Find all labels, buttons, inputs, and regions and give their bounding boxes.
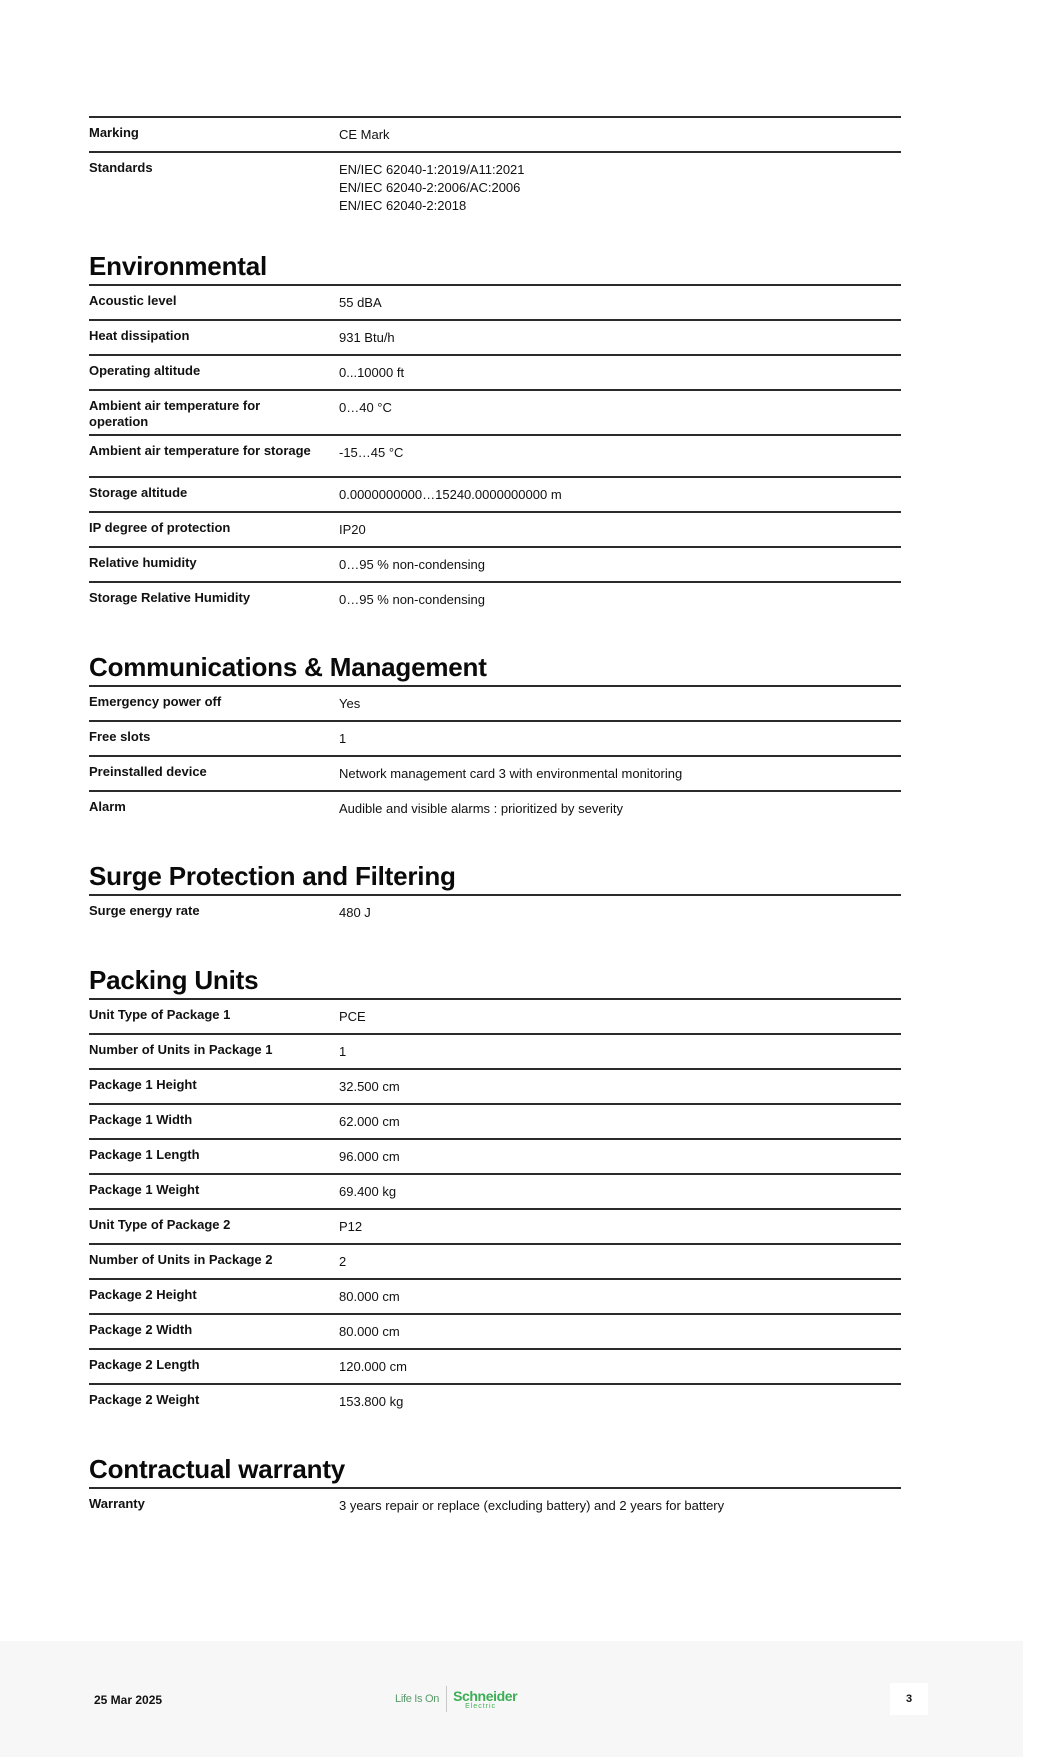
spec-label: Warranty (89, 1496, 145, 1511)
spec-label: Operating altitude (89, 363, 201, 378)
section-title: Contractual warranty (89, 1454, 346, 1484)
spec-value: 0...10000 ft (339, 365, 405, 380)
page-number: 3 (890, 1683, 928, 1715)
spec-row (89, 581, 901, 616)
section-title: Surge Protection and Filtering (89, 861, 456, 891)
spec-label: Package 1 Length (89, 1147, 200, 1162)
spec-value-line: CE Mark (339, 127, 390, 142)
section-surge-protection-and-filtering (89, 861, 901, 929)
spec-value-line: EN/IEC 62040-2:2018 (339, 198, 467, 213)
spec-label: Package 2 Length (89, 1357, 200, 1372)
spec-row (89, 894, 901, 929)
spec-row (89, 546, 901, 581)
spec-label: Relative humidity (89, 555, 197, 570)
spec-row (89, 1033, 901, 1068)
spec-value (339, 118, 901, 151)
top-spec-table (89, 116, 901, 215)
spec-row (89, 755, 901, 790)
spec-label: Surge energy rate (89, 903, 200, 918)
spec-value: 0…95 % non-condensing (339, 557, 485, 572)
spec-row (89, 1138, 901, 1173)
section-communications-management (89, 652, 901, 825)
spec-value (339, 153, 901, 215)
brand-sub: Electric (465, 1702, 497, 1710)
spec-value: 62.000 cm (339, 1114, 400, 1129)
spec-row (89, 685, 901, 720)
spec-row (89, 1383, 901, 1418)
spec-label: Unit Type of Package 2 (89, 1217, 231, 1232)
spec-label: Package 2 Weight (89, 1392, 200, 1407)
spec-row (89, 1208, 901, 1243)
spec-value: Audible and visible alarms : prioritized by severity (339, 801, 623, 816)
spec-row (89, 511, 901, 546)
life-is-on-tagline: Life Is On (395, 1693, 440, 1705)
spec-value: -15…45 °C (339, 445, 404, 460)
spec-value: IP20 (339, 522, 366, 537)
spec-value: PCE (339, 1009, 366, 1024)
section-title: Environmental (89, 251, 267, 281)
spec-label: Package 1 Width (89, 1112, 193, 1127)
spec-value: Yes (339, 696, 361, 711)
spec-label: Storage altitude (89, 485, 188, 500)
spec-label: Acoustic level (89, 293, 177, 308)
page-footer (0, 1641, 1023, 1757)
spec-value: 0.0000000000…15240.0000000000 m (339, 487, 562, 502)
spec-label: Ambient air temperature for storage (89, 443, 311, 458)
spec-row (89, 354, 901, 389)
spec-value: 80.000 cm (339, 1324, 400, 1339)
spec-row (89, 1173, 901, 1208)
spec-value: 1 (339, 1044, 347, 1059)
spec-label: Storage Relative Humidity (89, 590, 251, 605)
spec-row (89, 998, 901, 1033)
logo-divider (446, 1686, 447, 1712)
section-title: Packing Units (89, 965, 259, 995)
spec-value: 0…40 °C (339, 400, 392, 415)
section-packing-units (89, 965, 901, 1418)
spec-value: 480 J (339, 905, 371, 920)
spec-value: 69.400 kg (339, 1184, 397, 1199)
spec-sections (89, 251, 901, 1522)
spec-value: P12 (339, 1219, 363, 1234)
section-contractual-warranty (89, 1454, 901, 1522)
spec-row (89, 1278, 901, 1313)
spec-value: 32.500 cm (339, 1079, 400, 1094)
footer-date: 25 Mar 2025 (94, 1693, 163, 1707)
spec-label: Unit Type of Package 1 (89, 1007, 231, 1022)
spec-value: 1 (339, 731, 347, 746)
spec-value: Network management card 3 with environmental monitoring (339, 766, 683, 781)
spec-label: Free slots (89, 729, 151, 744)
section-environmental (89, 251, 901, 616)
spec-row (89, 319, 901, 354)
spec-label: Preinstalled device (89, 764, 207, 779)
brand-wordmark (453, 1689, 517, 1710)
spec-row (89, 720, 901, 755)
spec-row (89, 434, 901, 476)
spec-label: Number of Units in Package 1 (89, 1042, 273, 1057)
spec-value: 2 (339, 1254, 347, 1269)
spec-value: 153.800 kg (339, 1394, 404, 1409)
spec-label: Package 2 Height (89, 1287, 197, 1302)
spec-row (89, 151, 901, 215)
spec-label: Alarm (89, 799, 126, 814)
spec-label: Standards (89, 160, 153, 175)
spec-row (89, 1243, 901, 1278)
brand-name: Schneider (453, 1687, 518, 1704)
spec-label: Package 2 Width (89, 1322, 193, 1337)
spec-row (89, 1068, 901, 1103)
spec-row (89, 116, 901, 151)
spec-value-line: EN/IEC 62040-1:2019/A11:2021 (339, 162, 525, 177)
spec-row (89, 1313, 901, 1348)
spec-row (89, 284, 901, 319)
spec-value: 80.000 cm (339, 1289, 400, 1304)
spec-value: 120.000 cm (339, 1359, 407, 1374)
spec-value: 55 dBA (339, 295, 382, 310)
spec-value: 96.000 cm (339, 1149, 400, 1164)
spec-label: Ambient air temperature for operation (89, 398, 261, 429)
spec-label: Heat dissipation (89, 328, 190, 343)
spec-label: Number of Units in Package 2 (89, 1252, 273, 1267)
spec-label: Emergency power off (89, 694, 222, 709)
spec-row (89, 476, 901, 511)
spec-value: 931 Btu/h (339, 330, 395, 345)
spec-value: 3 years repair or replace (excluding battery) and 2 years for battery (339, 1498, 725, 1513)
spec-label: Marking (89, 125, 139, 140)
spec-row (89, 389, 901, 434)
spec-value: 0…95 % non-condensing (339, 592, 485, 607)
schneider-logo (395, 1683, 517, 1715)
spec-label: IP degree of protection (89, 520, 231, 535)
spec-label: Package 1 Weight (89, 1182, 200, 1197)
section-title: Communications & Management (89, 652, 487, 682)
spec-label: Package 1 Height (89, 1077, 197, 1092)
spec-row (89, 1103, 901, 1138)
spec-value-line: EN/IEC 62040-2:2006/AC:2006 (339, 180, 521, 195)
spec-row (89, 1487, 901, 1522)
spec-row (89, 1348, 901, 1383)
spec-row (89, 790, 901, 825)
spec-document (89, 116, 901, 1522)
